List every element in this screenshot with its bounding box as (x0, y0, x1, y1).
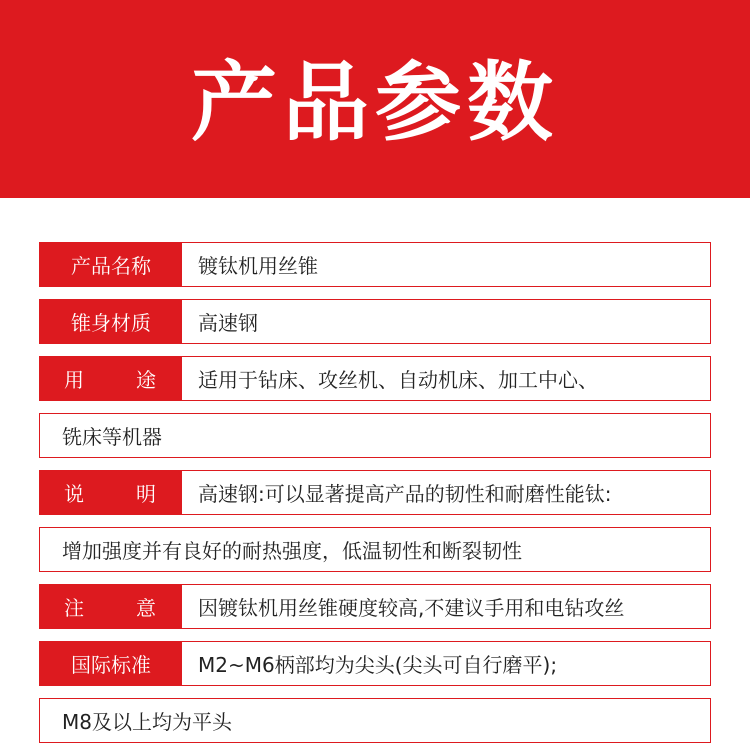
row-value: 镀钛机用丝锥 (198, 254, 318, 278)
row-label-part: 途 (136, 368, 156, 392)
row-value: 高速钢:可以显著提高产品的韧性和耐磨性能钛: (198, 482, 612, 506)
spec-row-description (39, 470, 711, 515)
spec-row-material (39, 299, 711, 344)
spec-row-note (39, 584, 711, 629)
spec-row-description-continued (39, 527, 711, 572)
row-label: 锥身材质 (40, 300, 182, 343)
row-label-part: 用 (64, 368, 84, 392)
row-value: 增加强度并有良好的耐热强度，低温韧性和断裂韧性 (62, 539, 522, 563)
row-label: 国际标准 (40, 642, 182, 685)
spec-row-usage-continued (39, 413, 711, 458)
row-label-part: 明 (136, 482, 156, 506)
spec-row-usage (39, 356, 711, 401)
row-value: M8及以上均为平头 (62, 710, 232, 734)
row-label (40, 471, 182, 514)
row-value: 高速钢 (198, 311, 258, 335)
header-banner (0, 0, 750, 198)
row-value: 铣床等机器 (62, 425, 162, 449)
row-value: 适用于钻床、攻丝机、自动机床、加工中心、 (198, 368, 598, 392)
spec-row-standard-continued (39, 698, 711, 743)
row-label-part: 意 (136, 596, 156, 620)
row-value: M2~M6柄部均为尖头(尖头可自行磨平); (198, 653, 558, 677)
row-label (40, 357, 182, 400)
spec-row-product-name (39, 242, 711, 287)
spec-row-standard (39, 641, 711, 686)
row-label (40, 585, 182, 628)
row-label-part: 说 (64, 482, 84, 506)
row-label: 产品名称 (40, 243, 182, 286)
row-value: 因镀钛机用丝锥硬度较高,不建议手用和电钻攻丝 (198, 596, 625, 620)
row-label-part: 注 (64, 596, 84, 620)
page-title: 产品参数 (191, 53, 559, 153)
